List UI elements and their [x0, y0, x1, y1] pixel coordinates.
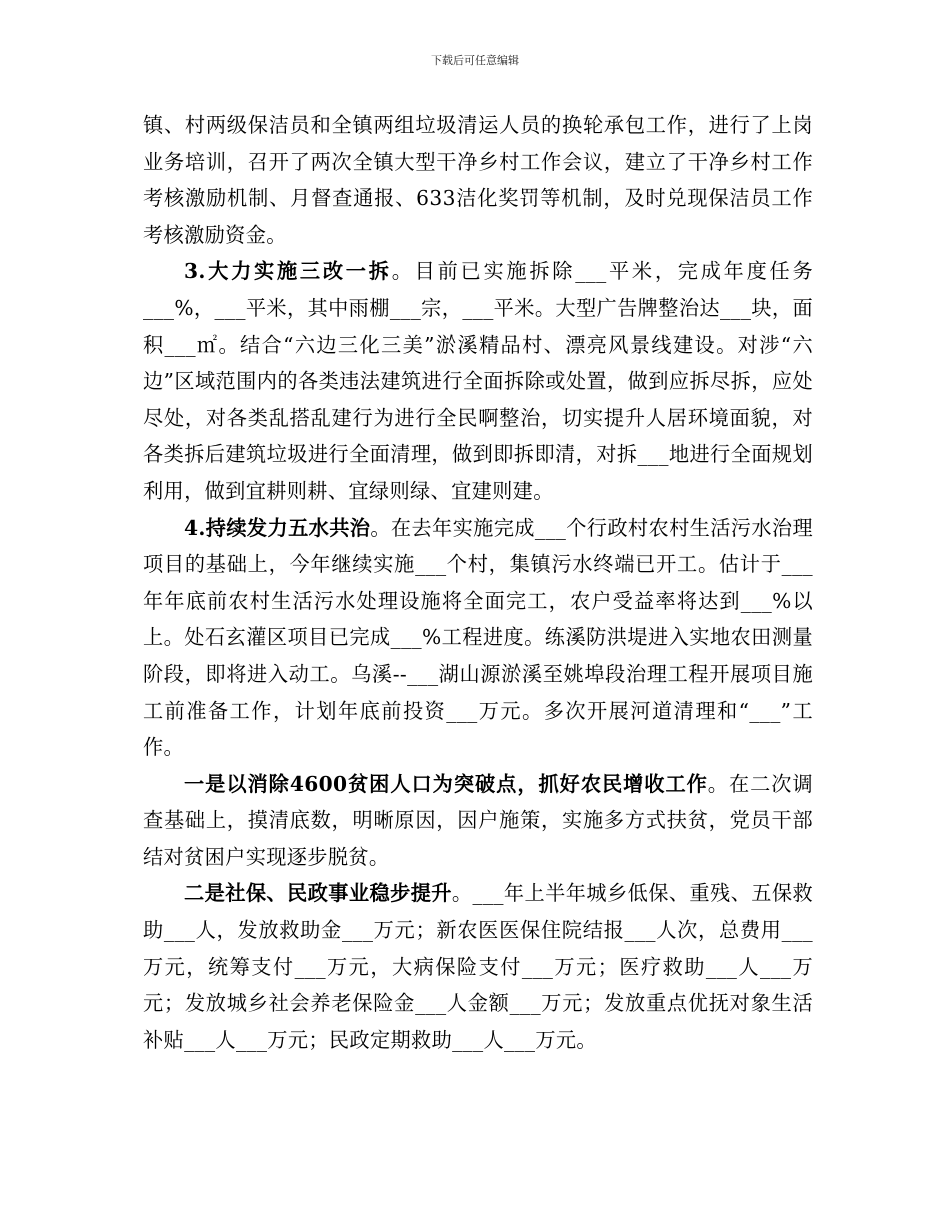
paragraph-text: 。目前已实施拆除___平米，完成年度任务___%，___平米，其中雨棚___宗，___平米。大型广告牌整治达___块，面积___㎡。结合“六边三化三美”淤溪精品村、漂亮风景线建设。对涉“六边”区域范围内的各类违法建筑进行全面拆除或处置，做到应拆尽拆，应处尽处，对各类乱搭乱建行为进行全民啊整治，切实提升人居环境面貌，对各类拆后建筑垃圾进行全面清理，做到即拆即清，对拆___地进行全面规划利用，做到宜耕则耕、宜绿则绿、宜建则建。 — [143, 259, 813, 503]
document-body — [143, 107, 813, 1058]
paragraph-poverty — [143, 766, 813, 876]
paragraph-five-waters — [143, 510, 813, 766]
page-header: 下载后可任意编辑 — [431, 54, 519, 67]
paragraph-lead: 4.持续发力五水共治 — [184, 515, 371, 540]
paragraph-lead: 3.大力实施三改一拆 — [184, 259, 392, 284]
paragraph-social-security — [143, 875, 813, 1058]
paragraph-lead: 一是以消除4600贫困人口为突破点，抓好农民增收工作 — [184, 771, 708, 796]
paragraph-sanitation: 镇、村两级保洁员和全镇两组垃圾清运人员的换轮承包工作，进行了上岗业务培训，召开了两次全镇大型干净乡村工作会议，建立了干净乡村工作考核激励机制、月督查通报、633洁化奖罚等机制，及时兑现保洁员工作考核激励资金。 — [143, 113, 813, 247]
paragraph-text: 。在去年实施完成___个行政村农村生活污水治理项目的基础上，今年继续实施___个村，集镇污水终端已开工。估计于___年年底前农村生活污水处理设施将全面完工，农户受益率将达到___%以上。处石玄灌区项目已完成___%工程进度。练溪防洪堤进入实地农田测量阶段，即将进入动工。乌溪--___湖山源淤溪至姚埠段治理工程开展项目施工前准备工作，计划年底前投资___万元。多次开展河道清理和“___”工作。 — [143, 515, 813, 760]
paragraph-three-reforms — [143, 253, 813, 509]
paragraph-text: 。在二次调查基础上，摸清底数，明晰原因，因户施策，实施多方式扶贫，党员干部结对贫困户实现逐步脱贫。 — [143, 771, 813, 869]
paragraph-text: 。___年上半年城乡低保、重残、五保救助___人，发放救助金___万元；新农医医保住院结报___人次，总费用___万元，统筹支付___万元，大病保险支付___万元；医疗救助___人___万元；发放城乡社会养老保险金___人金额___万元；发放重点优抚对象生活补贴___人___万元；民政定期救助___人___万元。 — [143, 881, 813, 1052]
paragraph-lead: 二是社保、民政事业稳步提升 — [184, 881, 452, 906]
